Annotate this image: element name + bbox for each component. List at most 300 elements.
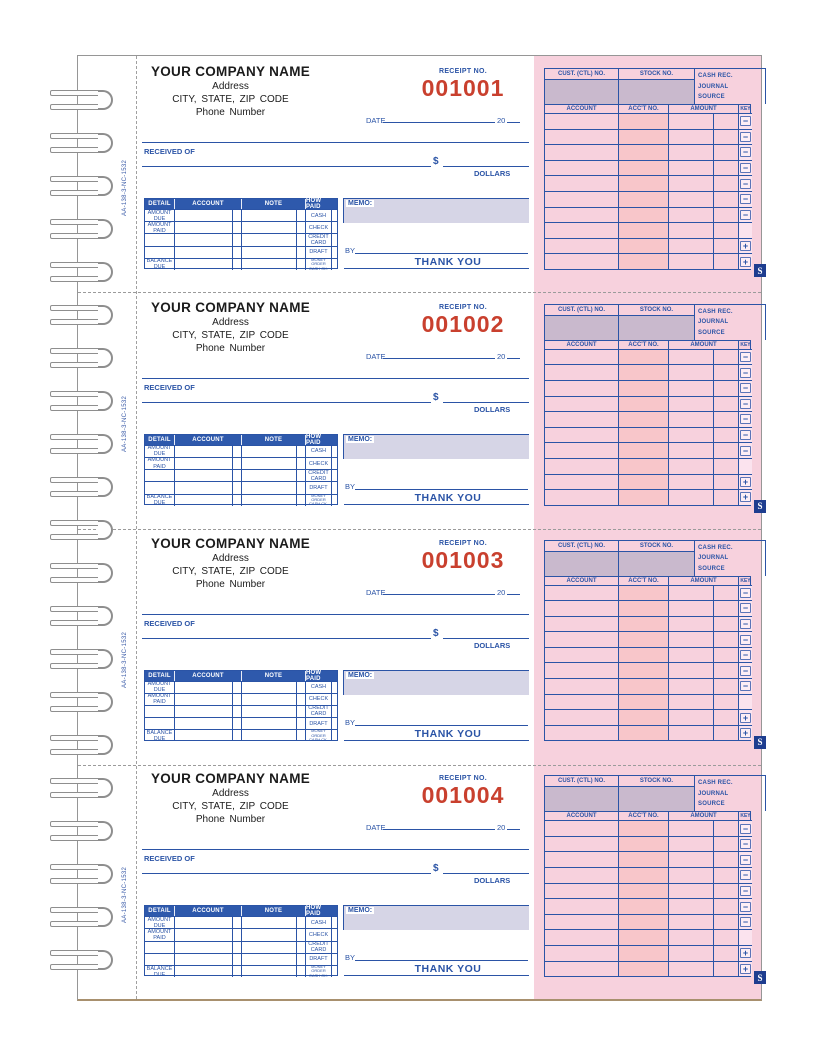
note-cents-cell [297, 221, 306, 233]
how-paid-money-order: MONEY ORDER CASH CK. [306, 258, 332, 270]
journal-key-cell [739, 113, 752, 129]
journal-key-header: KEY [740, 106, 751, 112]
note-cents-cell [297, 681, 306, 693]
journal-key-cell [739, 489, 752, 505]
note-cell [242, 233, 297, 245]
key-minus-box: − [740, 163, 751, 173]
key-plus-box: + [740, 241, 751, 251]
account-cell [175, 681, 233, 693]
journal-acct-no-cell [619, 945, 669, 961]
journal-cents-cell [714, 898, 739, 914]
how-paid-header: HOW PAID [306, 671, 337, 681]
journal-cents-cell [714, 961, 739, 977]
row-label-balance-due: BALANCE DUE [145, 494, 175, 506]
journal-account-cell [545, 616, 619, 632]
row-label-blank [145, 481, 175, 493]
check-checkbox-cell [332, 693, 337, 705]
journal-key-cell [739, 883, 752, 899]
stub-perforation-line [136, 56, 137, 999]
dollar-sign: $ [433, 627, 439, 639]
journal-acct-no-cell [619, 191, 669, 207]
journal-account-cell [545, 474, 619, 490]
journal-amount-cell [669, 836, 714, 852]
journal-account-cell [545, 489, 619, 505]
journal-cents-cell [714, 662, 739, 678]
how-paid-header: HOW PAID [306, 435, 337, 445]
note-cell [242, 481, 297, 493]
check-checkbox-cell [332, 221, 337, 233]
journal-amount-cell [669, 253, 714, 269]
amount-blank-line [443, 166, 529, 167]
cust-no-label: CUST. (CTL) NO. [558, 306, 605, 313]
row-label-amount-paid: AMOUNT PAID [145, 693, 175, 705]
journal-key-cell [739, 709, 752, 725]
journal-acct-no-cell [619, 238, 669, 254]
company-name: YOUR COMPANY NAME [150, 64, 311, 79]
check-checkbox-cell [332, 928, 337, 940]
journal-cents-cell [714, 867, 739, 883]
journal-acct-no-cell [619, 883, 669, 899]
journal-key-cell [739, 945, 752, 961]
by-blank-line [355, 246, 528, 254]
journal-key-cell [739, 836, 752, 852]
how-paid-draft: DRAFT [306, 246, 332, 258]
how-paid-money-order: MONEY ORDER CASH CK. [306, 729, 332, 741]
key-plus-box: + [740, 713, 751, 723]
journal-account-cell [545, 427, 619, 443]
journal-acct-no-cell [619, 144, 669, 160]
key-minus-box: − [740, 210, 751, 220]
account-cell [175, 953, 233, 965]
year-blank-line [507, 115, 520, 123]
year-blank-line [507, 822, 520, 830]
journal-account-cell [545, 694, 619, 710]
account-header: ACCOUNT [175, 435, 242, 445]
cash-rec-line: JOURNAL [698, 555, 729, 561]
journal-cents-cell [714, 458, 739, 474]
memo-label: MEMO: [348, 671, 373, 679]
detail-header: DETAIL [145, 671, 175, 681]
journal-key-cell [739, 175, 752, 191]
amount-blank-line [443, 638, 529, 639]
journal-cents-cell [714, 396, 739, 412]
row-label-amount-paid: AMOUNT PAID [145, 221, 175, 233]
account-cents-cell [233, 705, 242, 717]
journal-cents-cell [714, 253, 739, 269]
journal-amount-cell [669, 678, 714, 694]
journal-columns [544, 811, 751, 977]
journal-amount-cell [669, 600, 714, 616]
how-paid-money-order: MONEY ORDER CASH CK. [306, 965, 332, 977]
cash-rec-line: CASH REC. [698, 544, 733, 551]
journal-cents-cell [714, 191, 739, 207]
date-blank-line [383, 115, 495, 123]
key-plus-box: + [740, 964, 751, 974]
received-of-label: RECEIVED OF [144, 382, 195, 392]
note-cell [242, 928, 297, 940]
journal-acct-no-header: ACC'T NO. [619, 812, 669, 820]
journal-account-cell [545, 129, 619, 145]
receipt-number: 001001 [421, 75, 505, 101]
dollar-sign: $ [433, 156, 439, 167]
note-cell [242, 965, 297, 977]
journal-head [544, 540, 766, 576]
year-prefix: 20 [497, 587, 506, 597]
account-cents-cell [233, 916, 242, 928]
journal-acct-no-cell [619, 600, 669, 616]
journal-key-cell [739, 458, 752, 474]
journal-amount-cell [669, 113, 714, 129]
company-city-state-zip: CITY, STATE, ZIP CODE [172, 565, 289, 577]
cash-rec-cell [695, 69, 752, 104]
journal-cents-cell [714, 820, 739, 836]
row-label-amount-due: AMOUNT DUE [145, 681, 175, 693]
draft-checkbox-cell [332, 246, 337, 258]
key-minus-box: − [740, 839, 751, 849]
journal-cents-cell [714, 647, 739, 663]
rule-line [142, 614, 529, 615]
by-blank-line [355, 482, 528, 490]
note-cents-cell [297, 233, 306, 245]
cash-journal-grid [544, 68, 766, 276]
row-label-blank [145, 233, 175, 245]
year-prefix: 20 [497, 823, 506, 833]
row-label-balance-due: BALANCE DUE [145, 729, 175, 741]
cash-rec-cell [695, 305, 752, 340]
journal-acct-no-cell [619, 616, 669, 632]
credit-card-checkbox-cell [332, 469, 337, 481]
received-of-blank-line [142, 166, 431, 167]
journal-account-cell [545, 380, 619, 396]
journal-account-cell [545, 253, 619, 269]
journal-key-cell [739, 600, 752, 616]
company-city-state-zip: CITY, STATE, ZIP CODE [172, 94, 289, 105]
journal-account-cell [545, 820, 619, 836]
receipt-0 [78, 56, 761, 292]
company-phone: Phone Number [195, 814, 266, 826]
cash-rec-cell [695, 541, 752, 576]
account-cents-cell [233, 258, 242, 270]
journal-cents-cell [714, 725, 739, 741]
journal-acct-no-cell [619, 458, 669, 474]
note-cell [242, 469, 297, 481]
key-plus-box: + [740, 492, 751, 502]
how-paid-cash: CASH [306, 209, 332, 221]
account-cents-cell [233, 693, 242, 705]
cash-checkbox-cell [332, 681, 337, 693]
journal-acct-no-cell [619, 396, 669, 412]
journal-acct-no-cell [619, 129, 669, 145]
journal-cents-cell [714, 364, 739, 380]
how-paid-draft: DRAFT [306, 953, 332, 965]
row-label-blank [145, 705, 175, 717]
note-cents-cell [297, 494, 306, 506]
note-cell [242, 258, 297, 270]
journal-acct-no-cell [619, 820, 669, 836]
account-cell [175, 445, 233, 457]
journal-account-header: ACCOUNT [545, 105, 619, 113]
account-cell [175, 258, 233, 270]
account-cell [175, 469, 233, 481]
journal-key-header: KEY [740, 813, 751, 820]
journal-account-cell [545, 961, 619, 977]
journal-key-cell [739, 662, 752, 678]
journal-cents-cell [714, 694, 739, 710]
how-paid-check: CHECK [306, 693, 332, 705]
how-paid-credit-card: CREDIT CARD [306, 705, 332, 717]
journal-account-header: ACCOUNT [545, 812, 619, 820]
journal-amount-cell [669, 458, 714, 474]
note-cell [242, 916, 297, 928]
journal-amount-cell [669, 222, 714, 238]
account-cents-cell [233, 965, 242, 977]
cust-no-label: CUST. (CTL) NO. [558, 778, 605, 785]
journal-amount-cell [669, 396, 714, 412]
journal-account-cell [545, 883, 619, 899]
journal-key-cell [739, 222, 752, 238]
account-cell [175, 457, 233, 469]
journal-head [544, 304, 766, 340]
receipt-3 [78, 763, 761, 999]
account-cell [175, 221, 233, 233]
note-cents-cell [297, 258, 306, 270]
journal-account-cell [545, 238, 619, 254]
key-empty-box [740, 933, 751, 943]
company-name: YOUR COMPANY NAME [150, 535, 311, 551]
how-paid-draft: DRAFT [306, 717, 332, 729]
journal-account-cell [545, 929, 619, 945]
journal-acct-no-header: ACC'T NO. [619, 577, 669, 585]
row-label-amount-due: AMOUNT DUE [145, 916, 175, 928]
journal-cents-cell [714, 238, 739, 254]
journal-cents-cell [714, 427, 739, 443]
company-phone: Phone Number [195, 578, 266, 590]
account-cents-cell [233, 233, 242, 245]
journal-cents-cell [714, 411, 739, 427]
rule-line [344, 504, 529, 505]
stock-no-entry-box [619, 551, 694, 576]
journal-key-cell [739, 442, 752, 458]
journal-account-header: ACCOUNT [545, 577, 619, 585]
journal-account-cell [545, 647, 619, 663]
cash-rec-line: SOURCE [698, 801, 725, 808]
note-cents-cell [297, 209, 306, 221]
journal-key-cell [739, 427, 752, 443]
row-label-blank [145, 717, 175, 729]
account-cents-cell [233, 469, 242, 481]
row-label-amount-paid: AMOUNT PAID [145, 928, 175, 940]
journal-cents-cell [714, 160, 739, 176]
journal-key-cell [739, 364, 752, 380]
journal-amount-cell [669, 647, 714, 663]
account-cell [175, 246, 233, 258]
key-minus-box: − [740, 902, 751, 912]
note-cell [242, 221, 297, 233]
journal-amount-cell [669, 160, 714, 176]
journal-account-cell [545, 458, 619, 474]
company-address: Address [212, 81, 249, 92]
account-header: ACCOUNT [175, 906, 242, 916]
journal-cents-cell [714, 129, 739, 145]
journal-cents-cell [714, 585, 739, 601]
note-cell [242, 494, 297, 506]
note-cell [242, 246, 297, 258]
note-cents-cell [297, 445, 306, 457]
by-label: BY [345, 953, 356, 963]
account-cell [175, 965, 233, 977]
amount-blank-line [443, 402, 529, 403]
receipts-stack [78, 56, 761, 999]
key-minus-box: − [740, 650, 751, 660]
journal-amount-header: AMOUNT [669, 105, 739, 113]
cash-rec-cell [695, 776, 752, 811]
draft-checkbox-cell [332, 717, 337, 729]
year-prefix: 20 [497, 351, 506, 361]
stock-no-entry-box [619, 79, 694, 104]
journal-acct-no-cell [619, 631, 669, 647]
date-blank-line [383, 587, 495, 595]
memo-label: MEMO: [348, 435, 373, 443]
form-stock-code: AA-138-3-NC-1532 [122, 395, 128, 452]
note-cents-cell [297, 705, 306, 717]
how-paid-credit-card: CREDIT CARD [306, 233, 332, 245]
stock-no-label: STOCK NO. [639, 71, 674, 77]
journal-amount-cell [669, 474, 714, 490]
journal-key-cell [739, 129, 752, 145]
journal-key-cell [739, 253, 752, 269]
cash-rec-line: JOURNAL [698, 319, 729, 326]
note-cell [242, 941, 297, 953]
amount-blank-line [443, 873, 529, 874]
note-cents-cell [297, 469, 306, 481]
journal-cents-cell [714, 914, 739, 930]
key-minus-box: − [740, 368, 751, 378]
journal-key-cell [739, 929, 752, 945]
received-of-label: RECEIVED OF [144, 147, 195, 156]
journal-acct-no-cell [619, 160, 669, 176]
journal-amount-cell [669, 709, 714, 725]
journal-acct-no-cell [619, 961, 669, 977]
journal-amount-cell [669, 129, 714, 145]
journal-acct-no-cell [619, 647, 669, 663]
journal-acct-no-cell [619, 585, 669, 601]
journal-acct-no-cell [619, 474, 669, 490]
year-blank-line [507, 351, 520, 359]
memo-box [343, 198, 529, 223]
journal-key-cell [739, 207, 752, 223]
account-cents-cell [233, 246, 242, 258]
account-cell [175, 233, 233, 245]
key-minus-box: − [740, 886, 751, 896]
journal-amount-cell [669, 207, 714, 223]
money-order-checkbox-cell [332, 965, 337, 977]
company-phone: Phone Number [195, 342, 266, 354]
credit-card-checkbox-cell [332, 705, 337, 717]
sum-badge: S [754, 736, 766, 749]
stock-no-cell [619, 305, 695, 340]
note-cents-cell [297, 965, 306, 977]
received-of-blank-line [142, 402, 431, 403]
journal-key-cell [739, 694, 752, 710]
how-paid-credit-card: CREDIT CARD [306, 941, 332, 953]
journal-key-cell [739, 144, 752, 160]
journal-acct-no-cell [619, 662, 669, 678]
rule-line [142, 142, 529, 143]
company-phone: Phone Number [195, 107, 266, 118]
credit-card-checkbox-cell [332, 233, 337, 245]
cash-rec-line: SOURCE [698, 329, 725, 336]
key-plus-box: + [740, 948, 751, 958]
journal-columns [544, 340, 751, 506]
cash-rec-line: CASH REC. [698, 73, 733, 79]
thank-you-text: THANK YOU [414, 963, 482, 976]
row-label-blank [145, 941, 175, 953]
journal-key-cell [739, 867, 752, 883]
journal-acct-no-cell [619, 253, 669, 269]
journal-amount-header: AMOUNT [669, 341, 739, 349]
journal-account-cell [545, 144, 619, 160]
key-empty-box [740, 461, 751, 471]
receipt-number: 001003 [421, 546, 505, 573]
journal-cents-cell [714, 631, 739, 647]
note-cents-cell [297, 916, 306, 928]
journal-account-cell [545, 898, 619, 914]
receipt-no-label: RECEIPT NO. [438, 775, 488, 783]
journal-amount-cell [669, 945, 714, 961]
journal-key-cell [739, 191, 752, 207]
journal-key-cell [739, 851, 752, 867]
journal-head [544, 68, 766, 104]
how-paid-money-order: MONEY ORDER CASH CK. [306, 494, 332, 506]
company-address: Address [212, 788, 249, 800]
stock-no-label: STOCK NO. [639, 542, 674, 549]
account-cell [175, 916, 233, 928]
how-paid-check: CHECK [306, 457, 332, 469]
journal-account-cell [545, 851, 619, 867]
key-minus-box: − [740, 603, 751, 613]
journal-key-cell [739, 961, 752, 977]
journal-acct-no-cell [619, 929, 669, 945]
journal-account-cell [545, 600, 619, 616]
cust-no-cell [545, 305, 619, 340]
journal-account-cell [545, 160, 619, 176]
journal-acct-no-cell [619, 836, 669, 852]
cust-no-cell [545, 69, 619, 104]
journal-acct-no-cell [619, 678, 669, 694]
journal-key-cell [739, 631, 752, 647]
journal-acct-no-cell [619, 411, 669, 427]
year-blank-line [507, 587, 520, 595]
journal-cents-cell [714, 442, 739, 458]
journal-amount-cell [669, 662, 714, 678]
journal-cents-cell [714, 929, 739, 945]
note-cents-cell [297, 953, 306, 965]
account-cents-cell [233, 928, 242, 940]
company-city-state-zip: CITY, STATE, ZIP CODE [172, 801, 289, 813]
journal-cents-cell [714, 709, 739, 725]
cash-rec-line: CASH REC. [698, 780, 733, 787]
row-label-blank [145, 246, 175, 258]
note-cell [242, 457, 297, 469]
money-order-checkbox-cell [332, 729, 337, 741]
key-empty-box [740, 225, 751, 235]
key-minus-box: − [740, 870, 751, 880]
date-blank-line [383, 822, 495, 830]
memo-label: MEMO: [348, 907, 373, 915]
receipt-number: 001004 [421, 782, 505, 809]
thank-you-text: THANK YOU [414, 491, 482, 504]
journal-amount-cell [669, 489, 714, 505]
